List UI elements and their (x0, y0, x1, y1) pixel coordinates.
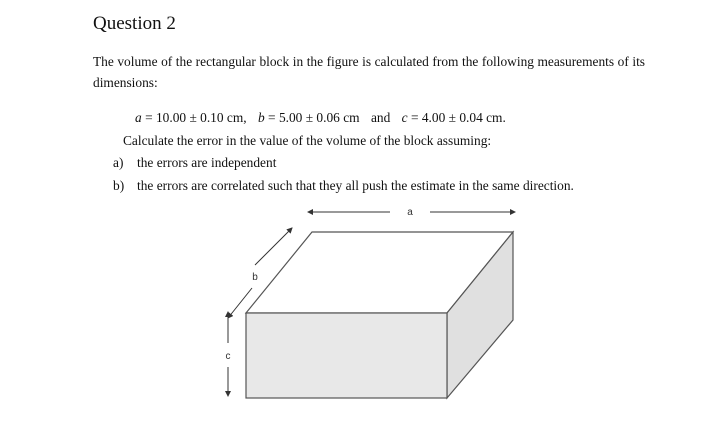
item-text: the errors are independent (137, 155, 277, 170)
dimension-a-label: a (407, 207, 413, 218)
var-a: a (135, 110, 142, 125)
conjunction-and: and (370, 110, 391, 125)
value-a: = 10.00 ± 0.10 cm, (145, 110, 247, 125)
var-c: c (401, 110, 408, 125)
var-b: b (257, 110, 265, 125)
dimension-b-arrow-up (255, 228, 292, 265)
instruction-line: Calculate the error in the value of the volume of the block assuming: (123, 133, 492, 148)
item-text: the errors are correlated such that they all push the estimate in the same direction. (137, 178, 574, 193)
dimension-c-label: c (225, 351, 231, 362)
block-front-face (246, 313, 447, 398)
question-title: Question 2 (93, 13, 176, 34)
dimension-b-label: b (252, 272, 258, 283)
value-c: = 4.00 ± 0.04 cm. (410, 110, 506, 125)
value-b: = 5.00 ± 0.06 cm (268, 110, 360, 125)
item-marker: b) (113, 178, 125, 193)
item-marker: a) (113, 155, 124, 170)
intro-paragraph: The volume of the rectangular block in the figure is calculated from the following measurements of its dimensions: (93, 54, 645, 90)
